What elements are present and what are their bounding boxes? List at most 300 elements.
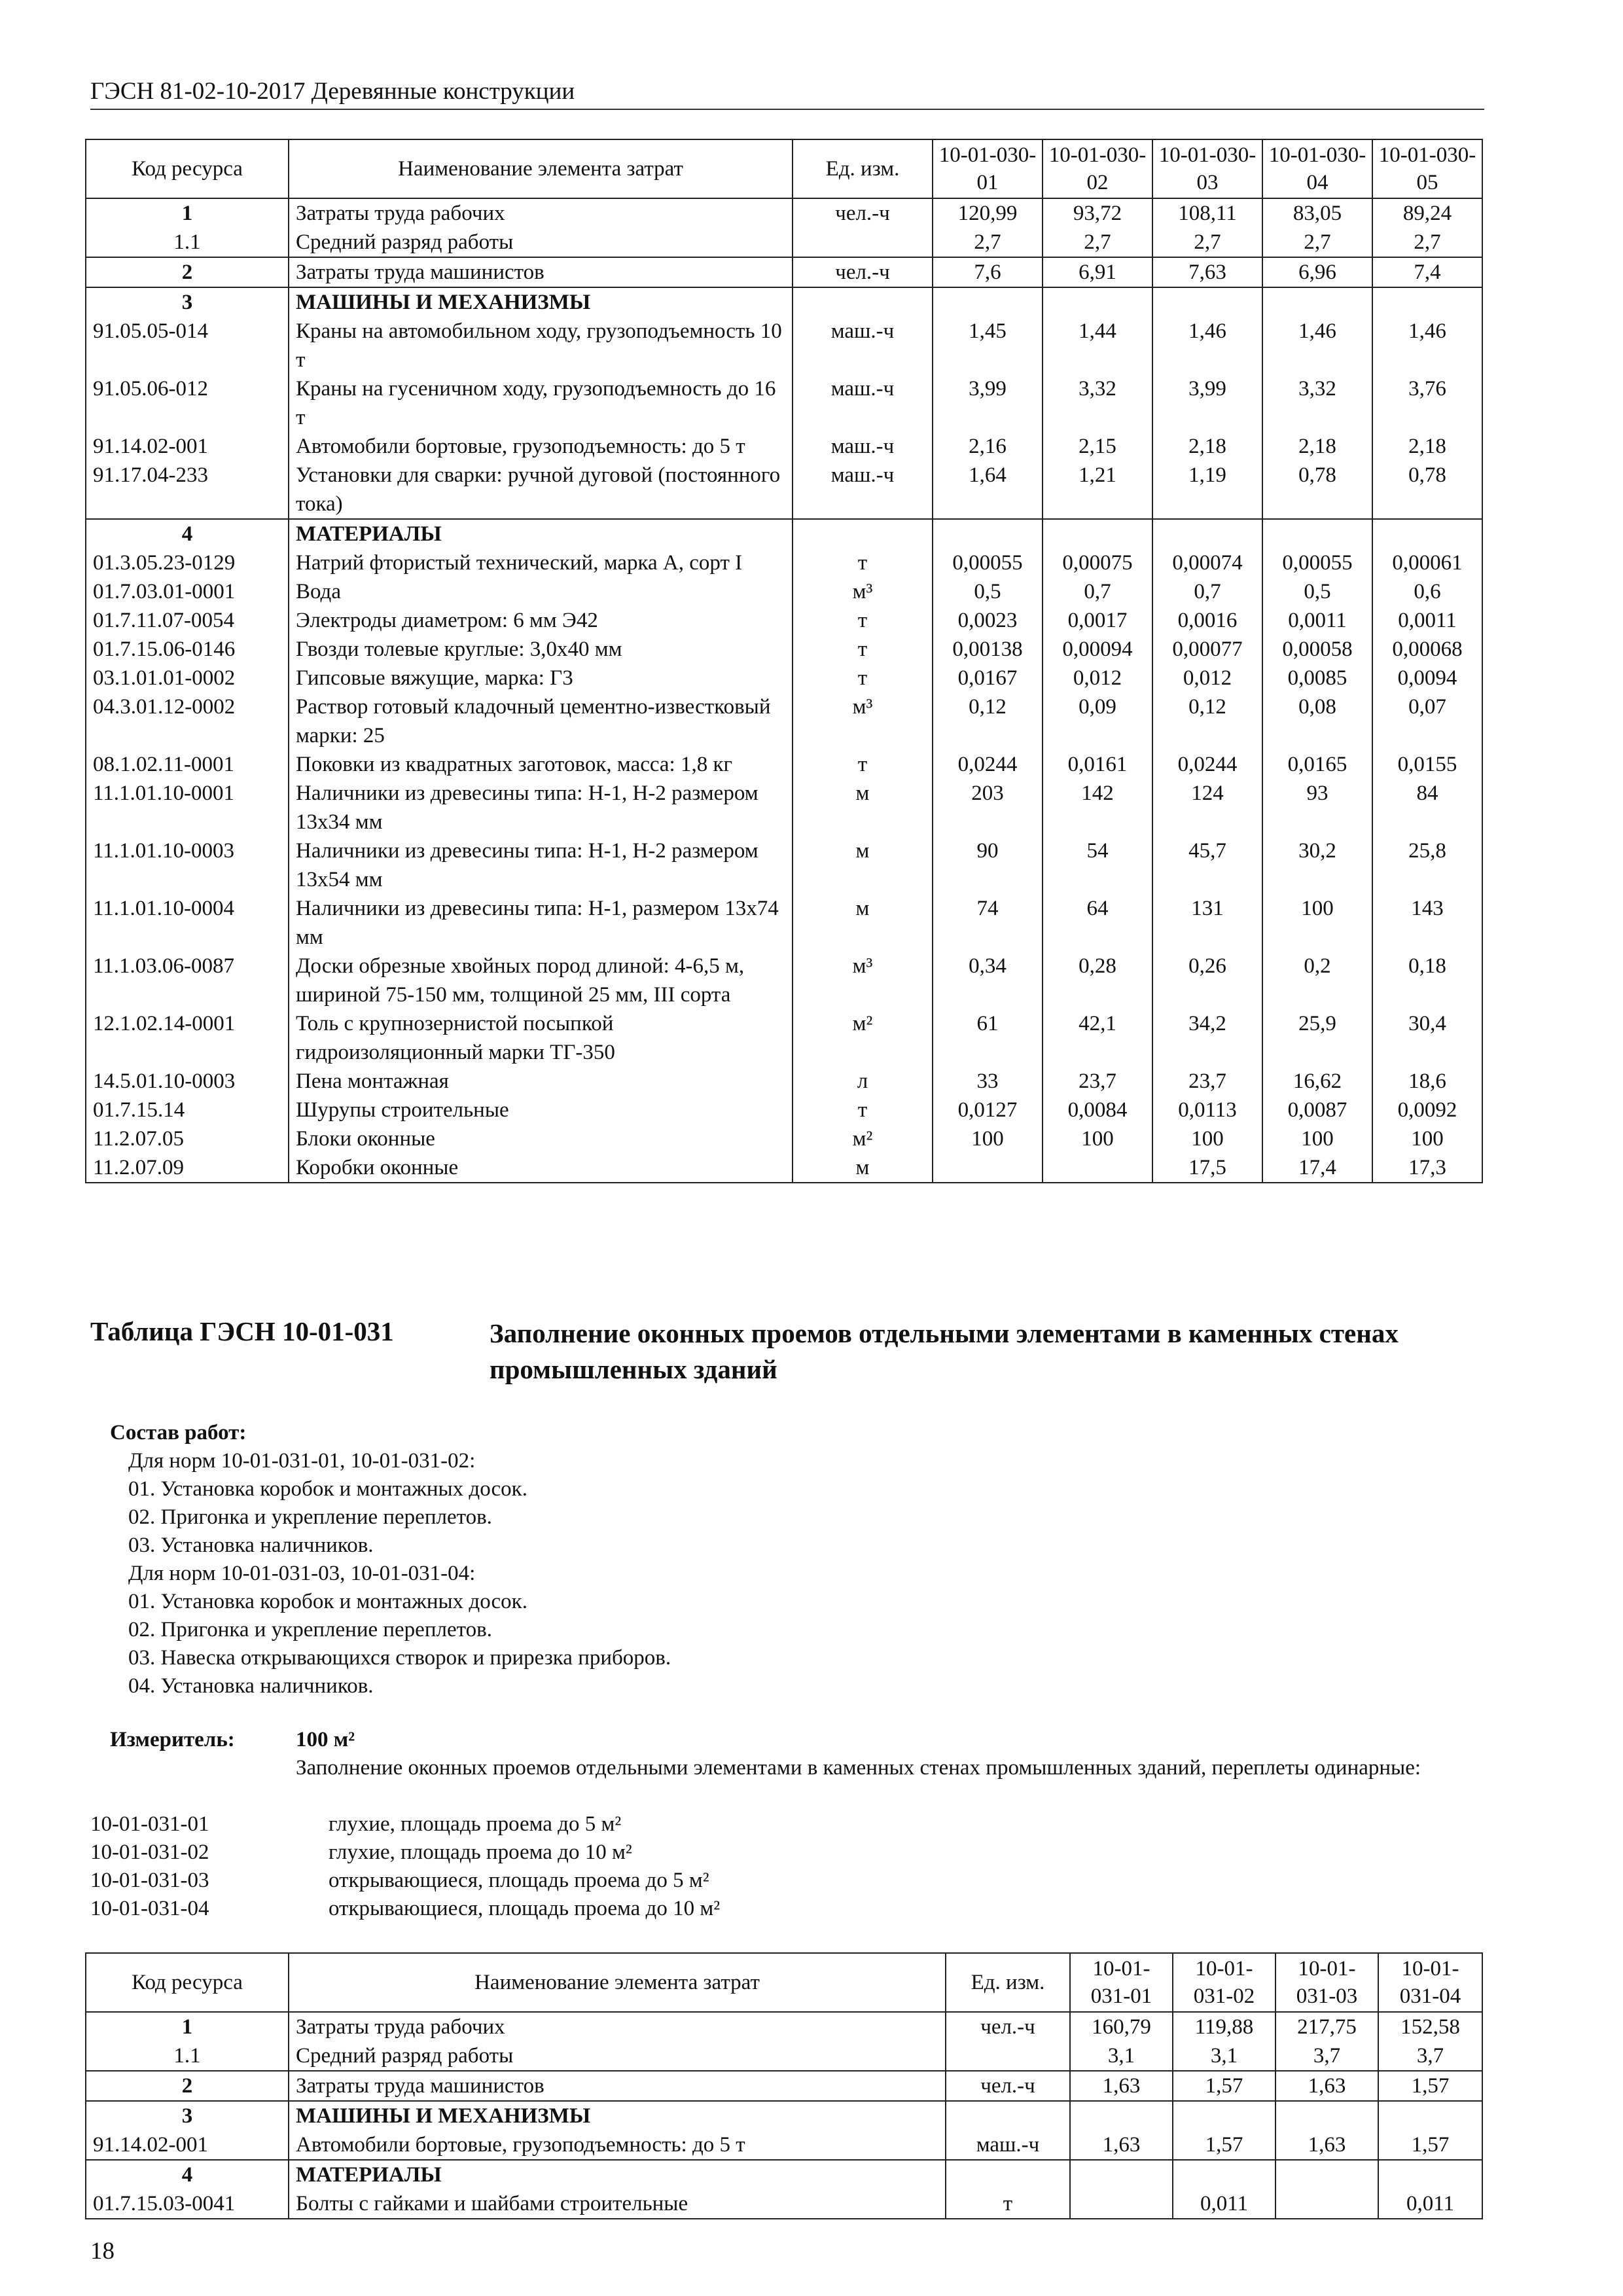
resource-code: 91.14.02-001	[86, 432, 289, 461]
value-cell: 120,99	[933, 198, 1043, 228]
resource-name: Затраты труда машинистов	[289, 257, 793, 287]
value-cell	[933, 519, 1043, 548]
resource-name: Гвозди толевые круглые: 3,0х40 мм	[289, 635, 793, 664]
value-cell: 0,0085	[1262, 664, 1372, 692]
value-cell: 3,1	[1070, 2041, 1173, 2071]
table-row	[86, 2101, 1482, 2130]
value-cell: 1,63	[1275, 2071, 1378, 2101]
table-row	[86, 2071, 1482, 2101]
value-cell	[1275, 2189, 1378, 2219]
norm-text: открывающиеся, площадь проема до 5 м²	[329, 1869, 709, 1892]
norm-item	[90, 1867, 720, 1895]
value-cell: 100	[1152, 1124, 1262, 1153]
value-cell: 0,07	[1372, 692, 1482, 750]
resource-name: Наличники из древесины типа: Н-1, Н-2 размером 13х54 мм	[289, 836, 793, 894]
resource-code: 11.1.03.06-0087	[86, 952, 289, 1009]
table-caption: Заполнение оконных проемов отдельными элементами в каменных стенах промышленных зданий	[490, 1318, 1399, 1384]
resource-name: Вода	[289, 577, 793, 606]
table-row	[86, 1067, 1482, 1096]
work-step: Для норм 10-01-031-03, 10-01-031-04:	[128, 1562, 476, 1585]
unit-cell: т	[793, 606, 933, 635]
value-cell: 0,00061	[1372, 548, 1482, 577]
table-title: Таблица ГЭСН 10-01-031	[90, 1316, 394, 1346]
unit-cell: маш.-ч	[793, 432, 933, 461]
value-cell: 100	[933, 1124, 1043, 1153]
value-cell: 100	[1262, 1124, 1372, 1153]
resource-name: МАТЕРИАЛЫ	[289, 2160, 946, 2189]
norm-code: 10-01-031-02	[90, 1840, 209, 1864]
column-header: 10-01-031-01	[1070, 1953, 1173, 2012]
value-cell: 6,96	[1262, 257, 1372, 287]
unit-cell: чел.-ч	[946, 2071, 1070, 2101]
value-cell: 2,18	[1262, 432, 1372, 461]
value-cell: 0,09	[1043, 692, 1152, 750]
value-cell: 100	[1043, 1124, 1152, 1153]
table-row	[86, 519, 1482, 548]
resource-name: Коробки оконные	[289, 1153, 793, 1183]
resource-name: Электроды диаметром: 6 мм Э42	[289, 606, 793, 635]
resource-code: 91.05.05-014	[86, 317, 289, 374]
value-cell: 2,7	[1152, 228, 1262, 257]
value-cell	[1372, 287, 1482, 317]
value-cell	[1275, 2160, 1378, 2189]
column-header: 10-01-031-04	[1378, 1953, 1482, 2012]
value-cell	[933, 287, 1043, 317]
value-cell: 0,0087	[1262, 1096, 1372, 1124]
resource-name: Краны на гусеничном ходу, грузоподъемность до 16 т	[289, 374, 793, 432]
value-cell: 0,0167	[933, 664, 1043, 692]
value-cell	[1070, 2101, 1173, 2130]
value-cell: 0,7	[1043, 577, 1152, 606]
norm-list	[90, 1810, 720, 1923]
table-row	[86, 461, 1482, 519]
value-cell: 0,7	[1152, 577, 1262, 606]
value-cell: 1,57	[1378, 2130, 1482, 2160]
value-cell	[1173, 2101, 1275, 2130]
table-row	[86, 2041, 1482, 2071]
value-cell: 0,0084	[1043, 1096, 1152, 1124]
header-row	[86, 1953, 1482, 2012]
table-row	[86, 836, 1482, 894]
value-cell: 0,00055	[933, 548, 1043, 577]
table-row	[86, 606, 1482, 635]
work-step: 02. Пригонка и укрепление переплетов.	[128, 1505, 492, 1529]
value-cell: 0,012	[1043, 664, 1152, 692]
value-cell: 1,57	[1173, 2130, 1275, 2160]
resource-name: Установки для сварки: ручной дуговой (постоянного тока)	[289, 461, 793, 519]
unit-cell: л	[793, 1067, 933, 1096]
work-step: 04. Установка наличников.	[128, 1674, 374, 1698]
column-header: 10-01-030-03	[1152, 139, 1262, 198]
value-cell: 0,00055	[1262, 548, 1372, 577]
resource-code: 12.1.02.14-0001	[86, 1009, 289, 1067]
value-cell: 0,28	[1043, 952, 1152, 1009]
value-cell: 45,7	[1152, 836, 1262, 894]
resource-code: 1.1	[86, 2041, 289, 2071]
value-cell: 0,00058	[1262, 635, 1372, 664]
value-cell: 17,5	[1152, 1153, 1262, 1183]
value-cell: 1,46	[1262, 317, 1372, 374]
unit-cell: чел.-ч	[793, 198, 933, 228]
resource-code: 01.3.05.23-0129	[86, 548, 289, 577]
resource-code: 11.1.01.10-0003	[86, 836, 289, 894]
column-header: 10-01-031-03	[1275, 1953, 1378, 2012]
resource-code: 04.3.01.12-0002	[86, 692, 289, 750]
value-cell: 23,7	[1152, 1067, 1262, 1096]
value-cell: 34,2	[1152, 1009, 1262, 1067]
value-cell: 0,0155	[1372, 750, 1482, 779]
value-cell: 0,26	[1152, 952, 1262, 1009]
resource-code: 2	[86, 2071, 289, 2101]
value-cell	[1043, 519, 1152, 548]
resource-code: 01.7.15.14	[86, 1096, 289, 1124]
table-row	[86, 317, 1482, 374]
value-cell	[1070, 2160, 1173, 2189]
table-row	[86, 2160, 1482, 2189]
table-row	[86, 257, 1482, 287]
value-cell	[1152, 287, 1262, 317]
unit-cell	[793, 519, 933, 548]
table-row	[86, 374, 1482, 432]
value-cell: 3,32	[1043, 374, 1152, 432]
resource-code: 91.14.02-001	[86, 2130, 289, 2160]
value-cell: 3,76	[1372, 374, 1482, 432]
value-cell: 3,99	[1152, 374, 1262, 432]
value-cell: 93,72	[1043, 198, 1152, 228]
resource-code: 01.7.03.01-0001	[86, 577, 289, 606]
unit-cell: м²	[793, 1009, 933, 1067]
norm-item	[90, 1839, 720, 1867]
work-step: 01. Установка коробок и монтажных досок.	[128, 1590, 527, 1613]
resource-name: Гипсовые вяжущие, марка: Г3	[289, 664, 793, 692]
unit-cell: маш.-ч	[793, 317, 933, 374]
value-cell: 0,0011	[1372, 606, 1482, 635]
value-cell: 1,63	[1070, 2071, 1173, 2101]
unit-cell: м	[793, 779, 933, 836]
work-composition-list	[128, 1447, 671, 1700]
norm-code: 10-01-031-03	[90, 1869, 209, 1892]
table-row	[86, 2130, 1482, 2160]
header-row	[86, 139, 1482, 198]
column-header: Ед. изм.	[946, 1953, 1070, 2012]
value-cell: 16,62	[1262, 1067, 1372, 1096]
table-row	[86, 952, 1482, 1009]
column-header: Код ресурса	[86, 1953, 289, 2012]
value-cell: 1,63	[1275, 2130, 1378, 2160]
value-cell: 84	[1372, 779, 1482, 836]
value-cell: 0,00074	[1152, 548, 1262, 577]
table-row	[86, 750, 1482, 779]
table-row	[86, 894, 1482, 952]
resource-name: Блоки оконные	[289, 1124, 793, 1153]
value-cell: 2,18	[1152, 432, 1262, 461]
value-cell: 6,91	[1043, 257, 1152, 287]
value-cell: 3,1	[1173, 2041, 1275, 2071]
value-cell: 0,0244	[1152, 750, 1262, 779]
column-header: 10-01-030-01	[933, 139, 1043, 198]
unit-cell: т	[793, 635, 933, 664]
resource-name: МАШИНЫ И МЕХАНИЗМЫ	[289, 2101, 946, 2130]
value-cell: 30,2	[1262, 836, 1372, 894]
norm-text: глухие, площадь проема до 10 м²	[329, 1840, 632, 1864]
measure-label: Измеритель:	[110, 1728, 235, 1751]
unit-cell: м	[793, 836, 933, 894]
work-step: 03. Навеска открывающихся створок и прирезка приборов.	[128, 1646, 671, 1670]
value-cell: 89,24	[1372, 198, 1482, 228]
column-header: 10-01-030-02	[1043, 139, 1152, 198]
unit-cell: маш.-ч	[946, 2130, 1070, 2160]
value-cell	[1372, 519, 1482, 548]
value-cell: 0,5	[933, 577, 1043, 606]
resource-name: Краны на автомобильном ходу, грузоподъемность 10 т	[289, 317, 793, 374]
resource-code: 08.1.02.11-0001	[86, 750, 289, 779]
resource-code: 91.05.06-012	[86, 374, 289, 432]
norm-text: глухие, площадь проема до 5 м²	[329, 1812, 622, 1836]
value-cell: 0,12	[1152, 692, 1262, 750]
value-cell	[1043, 287, 1152, 317]
table-row	[86, 1009, 1482, 1067]
value-cell: 83,05	[1262, 198, 1372, 228]
table-row	[86, 228, 1482, 257]
resource-table-030	[85, 139, 1483, 1183]
value-cell	[1378, 2101, 1482, 2130]
value-cell: 61	[933, 1009, 1043, 1067]
value-cell: 7,6	[933, 257, 1043, 287]
column-header: Код ресурса	[86, 139, 289, 198]
resource-name: Наличники из древесины типа: Н-1, Н-2 размером 13х34 мм	[289, 779, 793, 836]
value-cell: 1,57	[1173, 2071, 1275, 2101]
value-cell: 54	[1043, 836, 1152, 894]
unit-cell: м³	[793, 577, 933, 606]
column-header: 10-01-030-05	[1372, 139, 1482, 198]
value-cell: 74	[933, 894, 1043, 952]
resource-code: 01.7.15.06-0146	[86, 635, 289, 664]
page-number: 18	[90, 2238, 115, 2265]
table-row	[86, 1124, 1482, 1153]
value-cell: 1,64	[933, 461, 1043, 519]
value-cell: 0,00068	[1372, 635, 1482, 664]
value-cell	[1173, 2160, 1275, 2189]
value-cell: 0,0094	[1372, 664, 1482, 692]
resource-code: 01.7.15.03-0041	[86, 2189, 289, 2219]
table-row	[86, 1096, 1482, 1124]
value-cell: 3,32	[1262, 374, 1372, 432]
resource-name: МАШИНЫ И МЕХАНИЗМЫ	[289, 287, 793, 317]
column-header: Ед. изм.	[793, 139, 933, 198]
value-cell: 1,46	[1152, 317, 1262, 374]
resource-code: 01.7.11.07-0054	[86, 606, 289, 635]
resource-code: 2	[86, 257, 289, 287]
table-row	[86, 287, 1482, 317]
value-cell	[1378, 2160, 1482, 2189]
value-cell: 33	[933, 1067, 1043, 1096]
norm-code: 10-01-031-01	[90, 1812, 209, 1836]
value-cell: 0,2	[1262, 952, 1372, 1009]
resource-name: Раствор готовый кладочный цементно-известковый марки: 25	[289, 692, 793, 750]
resource-name: Средний разряд работы	[289, 228, 793, 257]
unit-cell: маш.-ч	[793, 461, 933, 519]
value-cell	[1262, 287, 1372, 317]
resource-code: 11.1.01.10-0004	[86, 894, 289, 952]
unit-cell: чел.-ч	[793, 257, 933, 287]
value-cell: 217,75	[1275, 2012, 1378, 2041]
unit-cell	[946, 2041, 1070, 2071]
resource-code: 4	[86, 2160, 289, 2189]
page-header: ГЭСН 81-02-10-2017 Деревянные конструкции	[90, 78, 575, 105]
value-cell: 0,011	[1173, 2189, 1275, 2219]
column-header: 10-01-030-04	[1262, 139, 1372, 198]
resource-code: 1	[86, 2012, 289, 2041]
resource-code: 11.2.07.09	[86, 1153, 289, 1183]
table-row	[86, 432, 1482, 461]
value-cell: 30,4	[1372, 1009, 1482, 1067]
value-cell: 1,45	[933, 317, 1043, 374]
value-cell: 2,15	[1043, 432, 1152, 461]
table-row	[86, 198, 1482, 228]
table-row	[86, 2012, 1482, 2041]
resource-name: Наличники из древесины типа: Н-1, размером 13х74 мм	[289, 894, 793, 952]
resource-code: 03.1.01.01-0002	[86, 664, 289, 692]
table-row	[86, 577, 1482, 606]
resource-name: Затраты труда рабочих	[289, 198, 793, 228]
value-cell: 0,08	[1262, 692, 1372, 750]
unit-cell: м³	[793, 692, 933, 750]
unit-cell: т	[793, 664, 933, 692]
resource-table-031	[85, 1952, 1483, 2219]
value-cell: 0,6	[1372, 577, 1482, 606]
value-cell: 0,12	[933, 692, 1043, 750]
resource-name: Пена монтажная	[289, 1067, 793, 1096]
value-cell: 0,0161	[1043, 750, 1152, 779]
resource-name: Средний разряд работы	[289, 2041, 946, 2071]
value-cell: 0,0092	[1372, 1096, 1482, 1124]
value-cell: 1,21	[1043, 461, 1152, 519]
resource-name: Болты с гайками и шайбами строительные	[289, 2189, 946, 2219]
unit-cell: м	[793, 894, 933, 952]
unit-cell: м²	[793, 1124, 933, 1153]
value-cell: 17,4	[1262, 1153, 1372, 1183]
value-cell: 17,3	[1372, 1153, 1482, 1183]
value-cell: 2,18	[1372, 432, 1482, 461]
value-cell: 0,0023	[933, 606, 1043, 635]
resource-name: Доски обрезные хвойных пород длиной: 4-6,5 м, шириной 75-150 мм, толщиной 25 мм, III сорта	[289, 952, 793, 1009]
unit-cell	[793, 287, 933, 317]
value-cell: 25,9	[1262, 1009, 1372, 1067]
norm-item	[90, 1810, 720, 1839]
table-row	[86, 1153, 1482, 1183]
value-cell: 23,7	[1043, 1067, 1152, 1096]
table-row	[86, 2189, 1482, 2219]
value-cell: 0,00094	[1043, 635, 1152, 664]
unit-cell: т	[793, 750, 933, 779]
value-cell: 2,7	[1043, 228, 1152, 257]
resource-name: Натрий фтористый технический, марка А, сорт I	[289, 548, 793, 577]
column-header: Наименование элемента затрат	[289, 139, 793, 198]
work-step: 03. Установка наличников.	[128, 1534, 374, 1557]
value-cell: 1,46	[1372, 317, 1482, 374]
work-step: Для норм 10-01-031-01, 10-01-031-02:	[128, 1449, 476, 1473]
resource-name: Поковки из квадратных заготовок, масса: 1,8 кг	[289, 750, 793, 779]
resource-name: Затраты труда рабочих	[289, 2012, 946, 2041]
value-cell: 0,0016	[1152, 606, 1262, 635]
value-cell: 1,19	[1152, 461, 1262, 519]
value-cell: 0,0017	[1043, 606, 1152, 635]
value-cell: 0,0113	[1152, 1096, 1262, 1124]
resource-code: 4	[86, 519, 289, 548]
work-composition-label: Состав работ:	[110, 1421, 247, 1444]
unit-cell: м³	[793, 952, 933, 1009]
value-cell: 2,7	[1372, 228, 1482, 257]
table-row	[86, 779, 1482, 836]
table-row	[86, 664, 1482, 692]
value-cell: 7,4	[1372, 257, 1482, 287]
value-cell: 3,7	[1378, 2041, 1482, 2071]
value-cell	[1070, 2189, 1173, 2219]
value-cell: 0,5	[1262, 577, 1372, 606]
value-cell: 2,7	[933, 228, 1043, 257]
value-cell	[933, 1153, 1043, 1183]
unit-cell: маш.-ч	[793, 374, 933, 432]
value-cell: 124	[1152, 779, 1262, 836]
unit-cell	[946, 2160, 1070, 2189]
value-cell: 2,7	[1262, 228, 1372, 257]
unit-cell	[793, 228, 933, 257]
value-cell: 42,1	[1043, 1009, 1152, 1067]
norm-code: 10-01-031-04	[90, 1897, 209, 1920]
resource-code: 3	[86, 287, 289, 317]
value-cell: 1,44	[1043, 317, 1152, 374]
header-rule	[90, 109, 1484, 110]
resource-code: 11.2.07.05	[86, 1124, 289, 1153]
resource-code: 14.5.01.10-0003	[86, 1067, 289, 1096]
resource-name: Шурупы строительные	[289, 1096, 793, 1124]
value-cell: 0,34	[933, 952, 1043, 1009]
value-cell: 119,88	[1173, 2012, 1275, 2041]
value-cell	[1275, 2101, 1378, 2130]
resource-code: 11.1.01.10-0001	[86, 779, 289, 836]
unit-cell	[946, 2101, 1070, 2130]
value-cell: 0,00077	[1152, 635, 1262, 664]
value-cell: 100	[1262, 894, 1372, 952]
unit-cell: т	[793, 548, 933, 577]
resource-name: Автомобили бортовые, грузоподъемность: до 5 т	[289, 2130, 946, 2160]
value-cell: 152,58	[1378, 2012, 1482, 2041]
measure-value: 100 м²	[296, 1728, 355, 1751]
table-row	[86, 548, 1482, 577]
value-cell: 1,63	[1070, 2130, 1173, 2160]
value-cell: 0,18	[1372, 952, 1482, 1009]
value-cell: 0,0011	[1262, 606, 1372, 635]
value-cell: 0,78	[1372, 461, 1482, 519]
value-cell: 7,63	[1152, 257, 1262, 287]
measure-description: Заполнение оконных проемов отдельными элементами в каменных стенах промышленных зданий, переплеты одинарные:	[296, 1756, 1421, 1780]
value-cell: 131	[1152, 894, 1262, 952]
resource-name: МАТЕРИАЛЫ	[289, 519, 793, 548]
value-cell: 0,012	[1152, 664, 1262, 692]
value-cell: 0,0244	[933, 750, 1043, 779]
value-cell: 2,16	[933, 432, 1043, 461]
resource-code: 91.17.04-233	[86, 461, 289, 519]
value-cell	[1262, 519, 1372, 548]
value-cell: 142	[1043, 779, 1152, 836]
value-cell: 0,00075	[1043, 548, 1152, 577]
value-cell: 100	[1372, 1124, 1482, 1153]
resource-name: Затраты труда машинистов	[289, 2071, 946, 2101]
value-cell: 0,00138	[933, 635, 1043, 664]
value-cell: 0,0127	[933, 1096, 1043, 1124]
unit-cell: т	[793, 1096, 933, 1124]
norm-item	[90, 1895, 720, 1923]
